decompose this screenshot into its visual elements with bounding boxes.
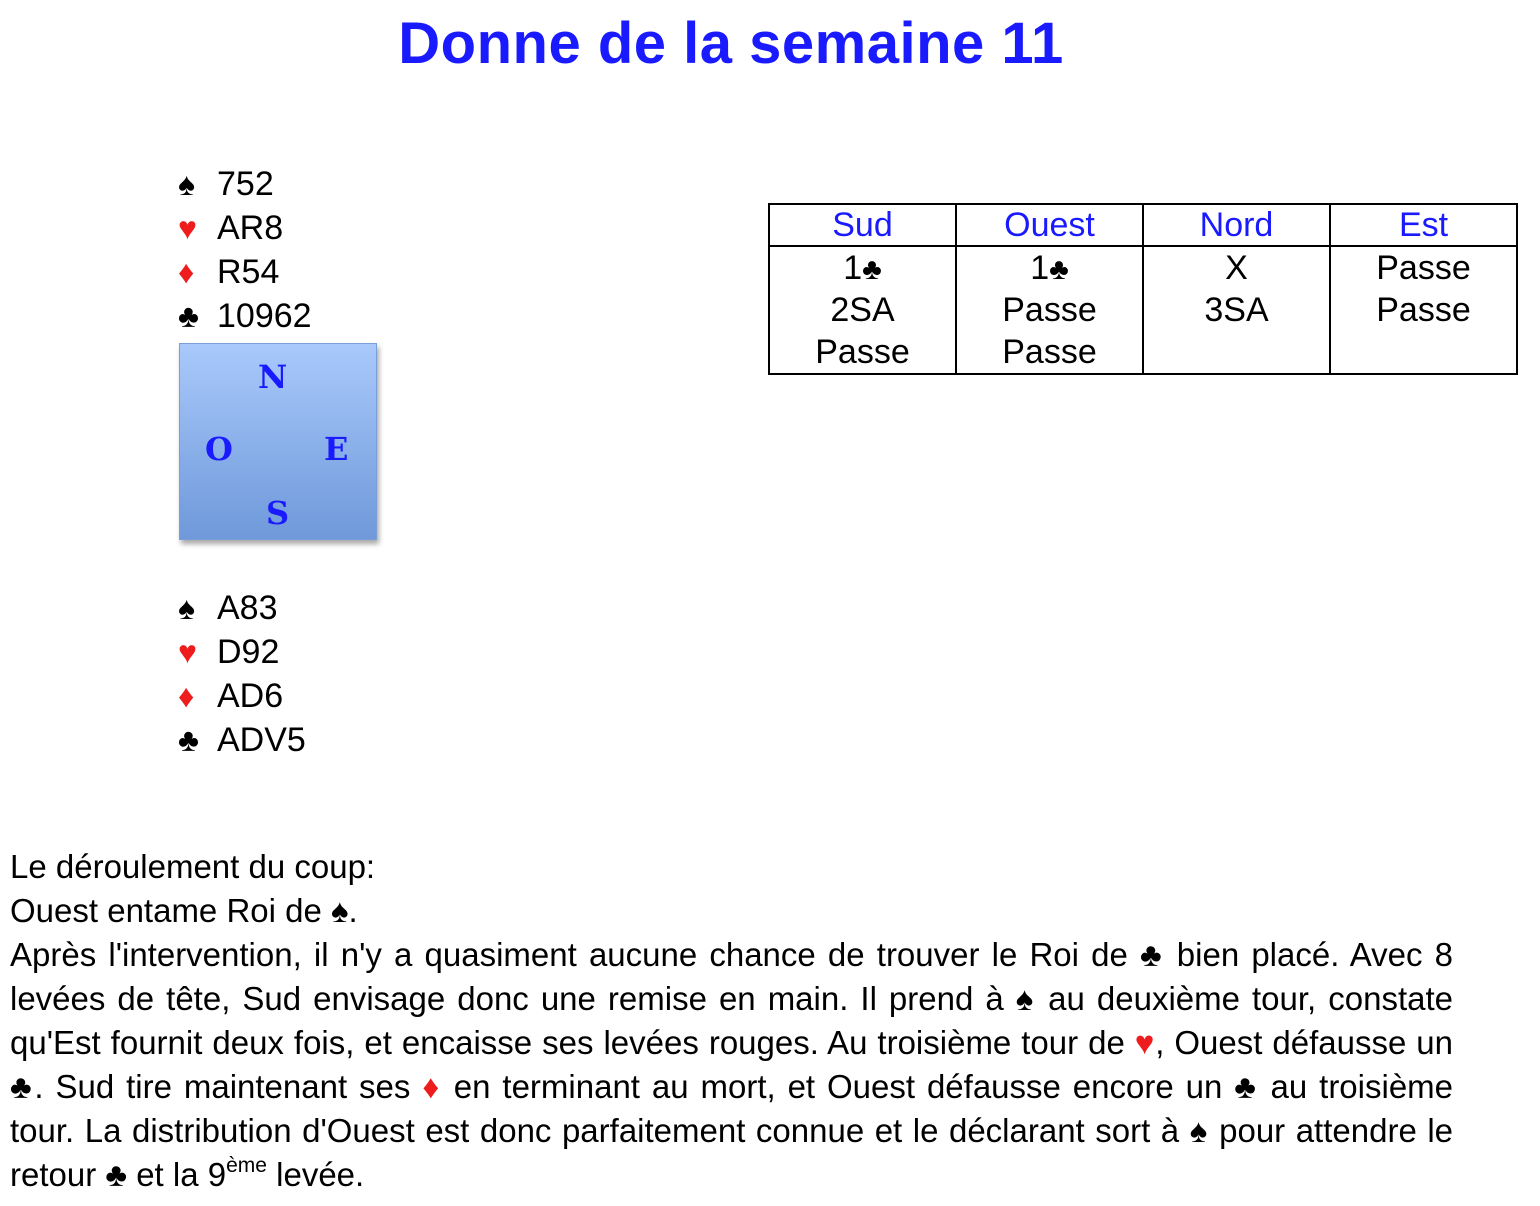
bid-cell: 3SA [1204,291,1269,329]
north-diamonds-cards: R54 [217,253,280,291]
south-hearts [178,630,306,674]
narrative-text: Ouest entame Roi de [10,892,332,929]
north-clubs [178,294,312,338]
south-diamonds [178,674,306,718]
bidding-column-ouest [956,246,1143,374]
spade-icon: ♠ [1015,980,1037,1017]
club-icon: ♣ [178,722,199,758]
diamond-icon: ♦ [178,254,195,290]
superscript-eme: ème [226,1154,267,1177]
bidding-column-est [1330,246,1517,374]
south-clubs [178,718,306,762]
bidding-header-nord: Nord [1143,204,1330,246]
bidding-table [768,203,1518,375]
club-icon: ♣ [178,298,199,334]
narrative-text: bien placé. Avec 8 levées de tête, Sud envisage donc une remise en main. Il prend à [10,936,1453,1017]
north-hearts-cards: AR8 [217,209,284,247]
narrative-text: en terminant au mort, et Ouest défausse encore un [441,1068,1235,1105]
bid-cell: Passe [1376,291,1471,329]
narrative-text: Après l'intervention, il n'y a quasiment aucune chance de trouver le Roi de [10,936,1140,973]
north-spades-cards: 752 [217,165,274,203]
compass-west: O [205,430,233,468]
south-diamonds-cards: AD6 [217,677,284,715]
play-narrative [10,845,1453,1197]
bidding-body-row [769,246,1517,374]
narrative-text: . [348,892,358,929]
south-hand [178,586,306,762]
heart-icon: ♥ [178,634,197,670]
bidding-header-sud: Sud [769,204,956,246]
club-icon: ♣ [10,1068,35,1105]
south-clubs-cards: ADV5 [217,721,306,759]
bid-cell: Passe [1002,333,1097,371]
compass-south: S [266,494,290,532]
bidding-header-row [769,204,1517,246]
bid-cell: Passe [1376,249,1471,287]
narrative-text: au deuxième tour, constate qu'Est fournit deux fois, et encaisse ses levées rouges. Au troisième tour de [10,980,1453,1061]
page-title: Donne de la semaine 11 [398,11,1064,76]
bid-cell [770,247,955,289]
spade-icon: ♠ [178,166,195,202]
spade-icon: ♠ [178,590,195,626]
narrative-text: . Sud tire maintenant ses [34,1068,423,1105]
north-spades [178,162,312,206]
bidding-header-est: Est [1330,204,1517,246]
heart-icon: ♥ [1134,1024,1156,1061]
spade-icon: ♠ [331,892,349,929]
club-icon: ♣ [1049,253,1069,286]
bid-cell: Passe [815,333,910,371]
narrative-lead [10,889,1453,933]
north-hand [178,162,312,338]
narrative-text: , Ouest défausse un [1155,1024,1453,1061]
bid-level: 1 [1030,249,1050,287]
north-hearts [178,206,312,250]
north-clubs-cards: 10962 [217,297,312,335]
narrative-text: et la 9 [127,1156,227,1193]
south-spades-cards: A83 [217,589,278,627]
compass-north: N [258,358,288,396]
bid-level: 1 [843,249,863,287]
narrative-text: pour attendre le retour [10,1112,1454,1193]
club-icon: ♣ [862,253,882,286]
bidding-column-nord [1143,246,1330,374]
club-icon: ♣ [1140,936,1165,973]
bidding-header-ouest: Ouest [956,204,1143,246]
south-spades [178,586,306,630]
narrative-text: levée. [266,1156,365,1193]
bid-cell: X [1225,249,1248,287]
narrative-text: au troisième tour. La distribution d'Ouest est donc parfaitement connue et le déclarant sort à [10,1068,1454,1149]
diamond-icon: ♦ [178,678,195,714]
bid-cell: Passe [1002,291,1097,329]
compass-box [179,343,377,540]
club-icon: ♣ [105,1156,128,1193]
bid-cell [1331,331,1516,373]
bidding-column-sud [769,246,956,374]
narrative-paragraph [10,933,1453,1197]
club-icon: ♣ [1234,1068,1259,1105]
diamond-icon: ♦ [422,1068,442,1105]
bid-cell [957,247,1142,289]
bid-cell: 2SA [830,291,895,329]
bid-cell [1144,331,1329,373]
compass-east: E [324,430,349,468]
narrative-heading: Le déroulement du coup: [10,848,376,885]
north-diamonds [178,250,312,294]
south-hearts-cards: D92 [217,633,280,671]
spade-icon: ♠ [1189,1112,1209,1149]
heart-icon: ♥ [178,210,197,246]
